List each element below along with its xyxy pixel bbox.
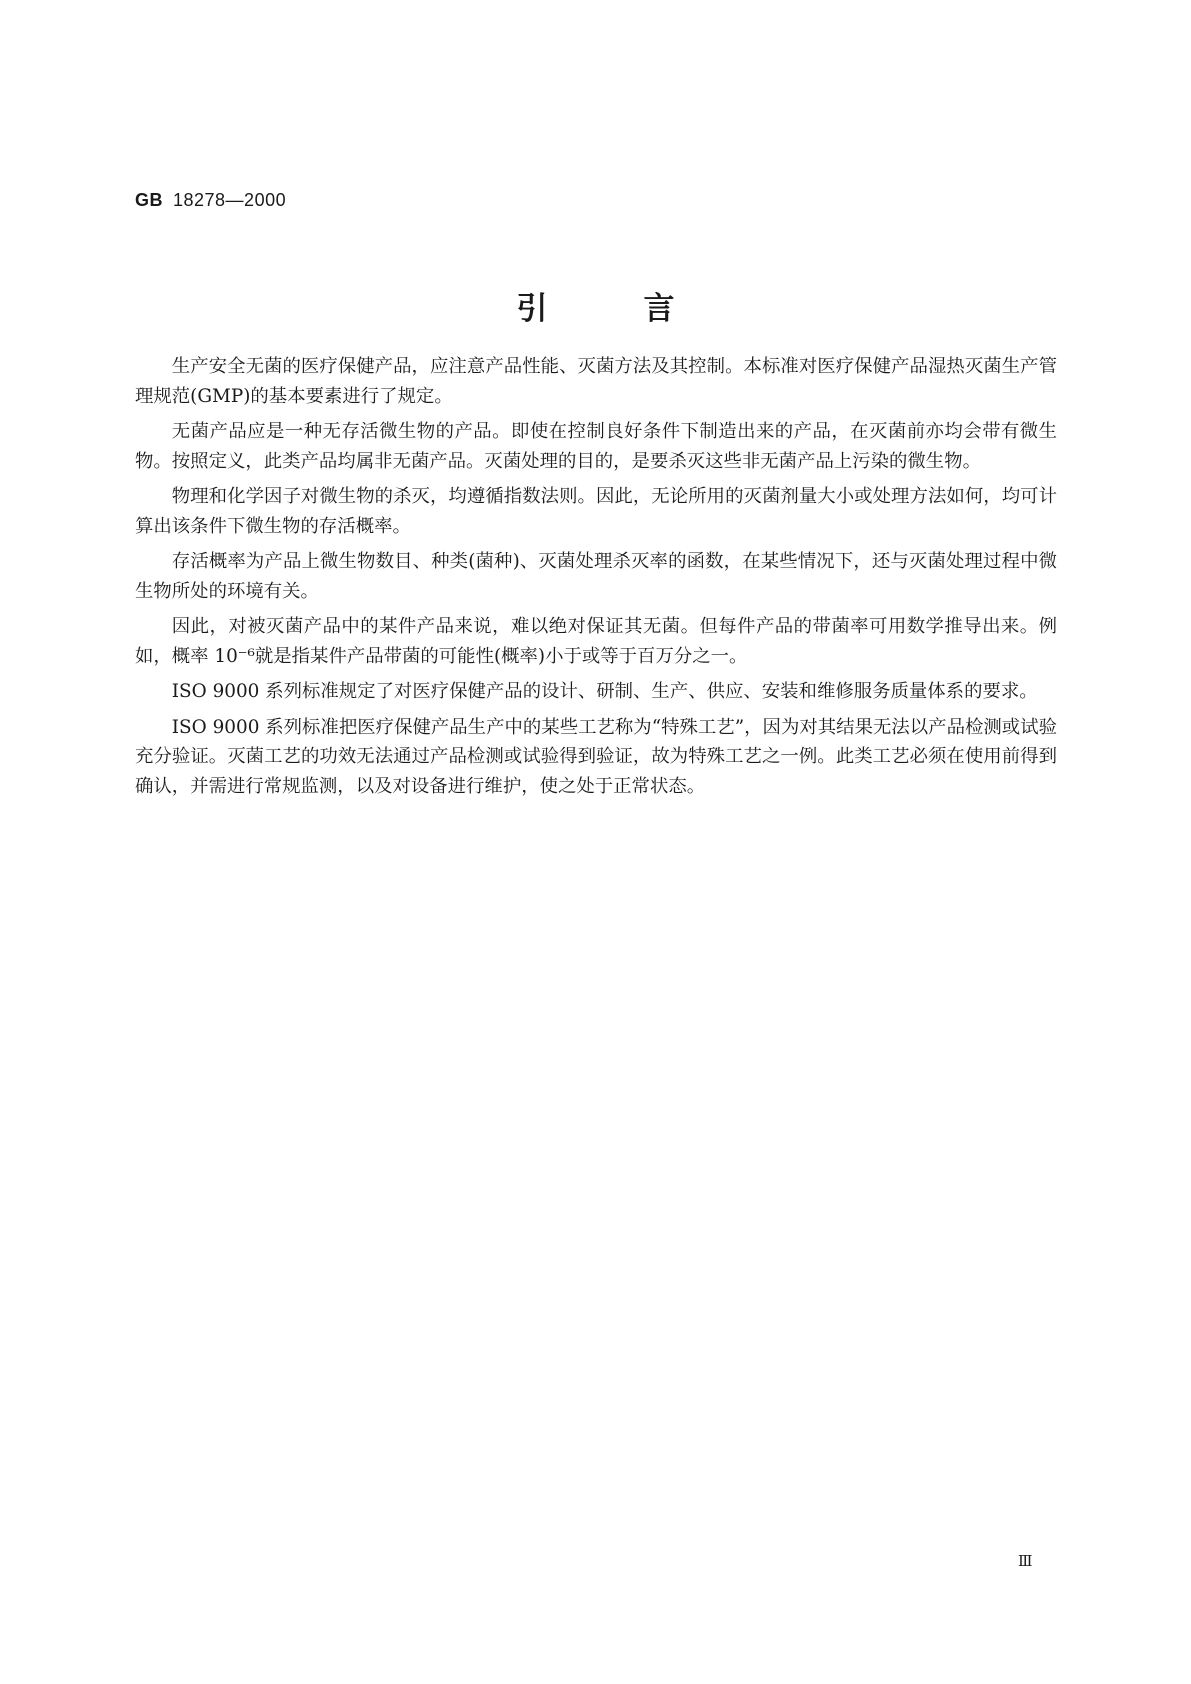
standard-number: 18278—2000 [173, 190, 287, 210]
paragraph: ISO 9000 系列标准把医疗保健产品生产中的某些工艺称为“特殊工艺”，因为对其结果无法以产品检测或试验充分验证。灭菌工艺的功效无法通过产品检测或试验得到验证，故为特殊工艺之一例。此类工艺必须在使用前得到确认，并需进行常规监测，以及对设备进行维护，使之处于正常状态。 [135, 716, 1057, 797]
paragraph: 存活概率为产品上微生物数目、种类(菌种)、灭菌处理杀灭率的函数，在某些情况下，还与灭菌处理过程中微生物所处的环境有关。 [135, 551, 1057, 602]
paragraph: 因此，对被灭菌产品中的某件产品来说，难以绝对保证其无菌。但每件产品的带菌率可用数学推导出来。例如，概率 10⁻⁶就是指某件产品带菌的可能性(概率)小于或等于百万分之一。 [135, 616, 1057, 667]
paragraph: 无菌产品应是一种无存活微生物的产品。即使在控制良好条件下制造出来的产品，在灭菌前亦均会带有微生物。按照定义，此类产品均属非无菌产品。灭菌处理的目的，是要杀灭这些非无菌产品上污染的微生物。 [135, 421, 1057, 472]
page-title: 引言 [516, 291, 771, 327]
paragraph: ISO 9000 系列标准规定了对医疗保健产品的设计、研制、生产、供应、安装和维修服务质量体系的要求。 [171, 681, 1038, 702]
standard-header [135, 190, 286, 211]
introduction-body [135, 352, 1057, 807]
paragraph: 生产安全无菌的医疗保健产品，应注意产品性能、灭菌方法及其控制。本标准对医疗保健产品湿热灭菌生产管理规范(GMP)的基本要素进行了规定。 [135, 356, 1057, 407]
standard-prefix: GB [135, 190, 163, 210]
paragraph: 物理和化学因子对微生物的杀灭，均遵循指数法则。因此，无论所用的灭菌剂量大小或处理方法如何，均可计算出该条件下微生物的存活概率。 [135, 486, 1057, 537]
page-number: Ⅲ [1018, 1552, 1033, 1570]
